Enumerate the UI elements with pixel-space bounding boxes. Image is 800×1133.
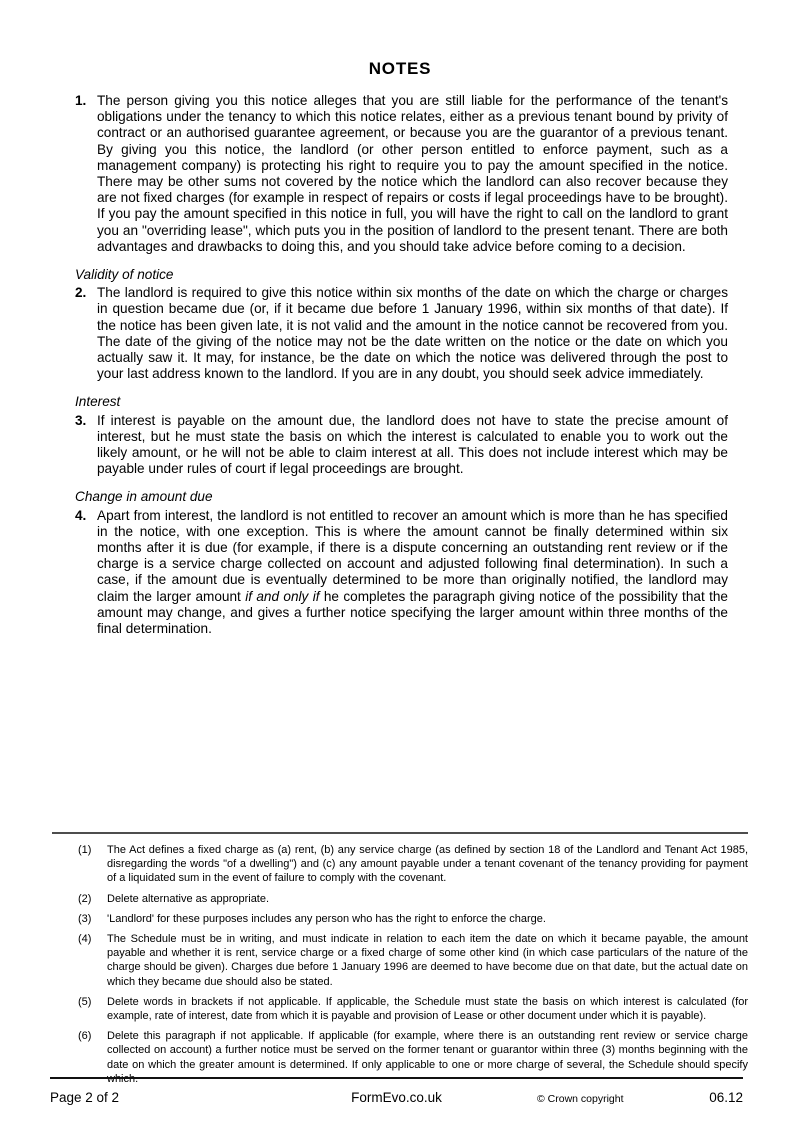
note-number: 3. [75,412,87,428]
footnote-number: (5) [78,995,92,1008]
note-number: 4. [75,507,87,523]
note-text-run: Apart from interest, the landlord is not entitled to recover an amount which is more than he has specified in the notice, with one exception. This is where the amount cannot be finally determined within six months after it is due (for example, if there is a dispute concerning an outstanding rent review or if the charge is a service charge collected on account and adjusted following final determination). In such a case, if the amount due is eventually determined to be more than originally notified, the landlord may claim the larger amount [97,507,728,604]
note-text [97,285,728,382]
footnote-item-5 [52,995,748,1023]
footnote-text: The Act defines a fixed charge as (a) rent, (b) any service charge (as defined by section 18 of the Landlord and Tenant Act 1985, disregarding the words "of a dwelling") and (c) any amount payable under a tenant covenant of the tenancy providing for payment of a liquidated sum in the event of failure to comply with the covenant. [107,844,748,885]
note-text [97,93,728,255]
note-number: 2. [75,285,87,301]
footnote-number: (2) [78,892,92,905]
note-item-3 [75,413,728,478]
footnote-number: (3) [78,912,92,925]
note-text-run: If interest is payable on the amount due, the landlord does not have to state the precise amount of interest, but he must state the basis on which the interest is calculated to enable you to work out the likely amount, or he will not be able to claim interest at all. This does not include interest which may be payable under rules of court if legal proceedings are brought. [97,412,728,477]
note-text-run: The landlord is required to give this notice within six months of the date on which the charge or charges in question became due (or, if it became due before 1 January 1996, within six months of that date). If the notice has been given late, it is not valid and the amount in the notice cannot be recovered from you. The date of the giving of the notice may not be the date written on the notice or the date on which you actually saw it. It may, for instance, be the date on which the notice was delivered through the post to your last address known to the landlord. If you are in any doubt, you should seek advice immediately. [97,285,728,382]
crown-copyright: © Crown copyright [537,1093,624,1105]
footnote-text: 'Landlord' for these purposes includes any person who has the right to enforce the charge. [107,912,546,925]
footnote-text: Delete words in brackets if not applicable. If applicable, the Schedule must state the basis on which interest is calculated (for example, rate of interest, date from which it is payable and provision of Lease or other document under which it is payable). [107,995,748,1023]
footnote-item-3 [52,912,748,926]
note-item-2 [75,285,728,382]
footnote-number: (1) [78,844,92,856]
note-item-1 [75,93,728,255]
footnote-text: Delete alternative as appropriate. [107,892,270,905]
footnote-text: Delete this paragraph if not applicable. If applicable (for example, where there is an outstanding rent review or service charge collected on account) a further notice must be served on the former tenant or guarantor within three (3) months beginning with the date on which the greater amount is determined. If only applicable to one or more charge of several, the Schedule should specify which. [107,1030,748,1085]
note-text-run: The person giving you this notice alleges that you are still liable for the performance of the tenant's obligations under the tenancy to which this notice relates, either as a previous tenant bound by privity of contract or an authorised guarantee agreement, or because you are the guarantor of a previous tenant. By giving you this notice, the landlord (or other person entitled to enforce payment, such as a management company) is protecting his right to require you to pay the amount specified in the notice. There may be other sums not covered by the notice which the landlord can also recover because they are not fixed charges (for example in respect of repairs or costs if legal proceedings have to be brought). If you pay the amount specified in this notice in full, you will have the right to call on the landlord to grant you an "overriding lease", which puts you in the position of landlord to the present tenant. There are both advantages and drawbacks to doing this, and you should take advice before coming to a decision. [97,93,728,254]
section-heading-validity-of-notice: Validity of notice [75,267,174,283]
note-text [97,413,728,478]
footnote-number: (6) [78,1030,92,1043]
footnote-item-2 [52,892,748,906]
footnote-item-1 [52,843,748,886]
note-number: 1. [75,93,87,108]
page-number: Page 2 of 2 [50,1090,120,1105]
footnote-number: (4) [78,933,92,946]
note-item-4 [75,508,728,638]
note-text [97,508,728,638]
page-title: NOTES [368,59,432,78]
section-heading-change-in-amount-due: Change in amount due [75,489,213,505]
formevo-brand: FormEvo.co.uk [351,1090,442,1105]
note-text-italic-run: if and only if [245,588,320,604]
page-footer [50,1077,743,1113]
note-text-run: he completes the paragraph giving notice of the possibility that the amount may change, and gives a further notice specifying the larger amount within three months of the final determination. [97,588,728,637]
notes-body [75,93,728,637]
section-heading-interest: Interest [75,394,121,410]
footer-row [50,1079,743,1113]
footnotes-section [52,832,748,1092]
footnote-item-4 [52,932,748,989]
footnote-text: The Schedule must be in writing, and must indicate in relation to each item the date on which it became payable, the amount payable and whether it is rent, service charge or a fixed charge of some other kind (in which case particulars of the nature of the charge should be given). Charges due before 1 January 1996 are deemed to have become due on that date, but the actual date on which they became due should also be stated. [107,933,748,988]
form-version: 06.12 [709,1090,743,1105]
